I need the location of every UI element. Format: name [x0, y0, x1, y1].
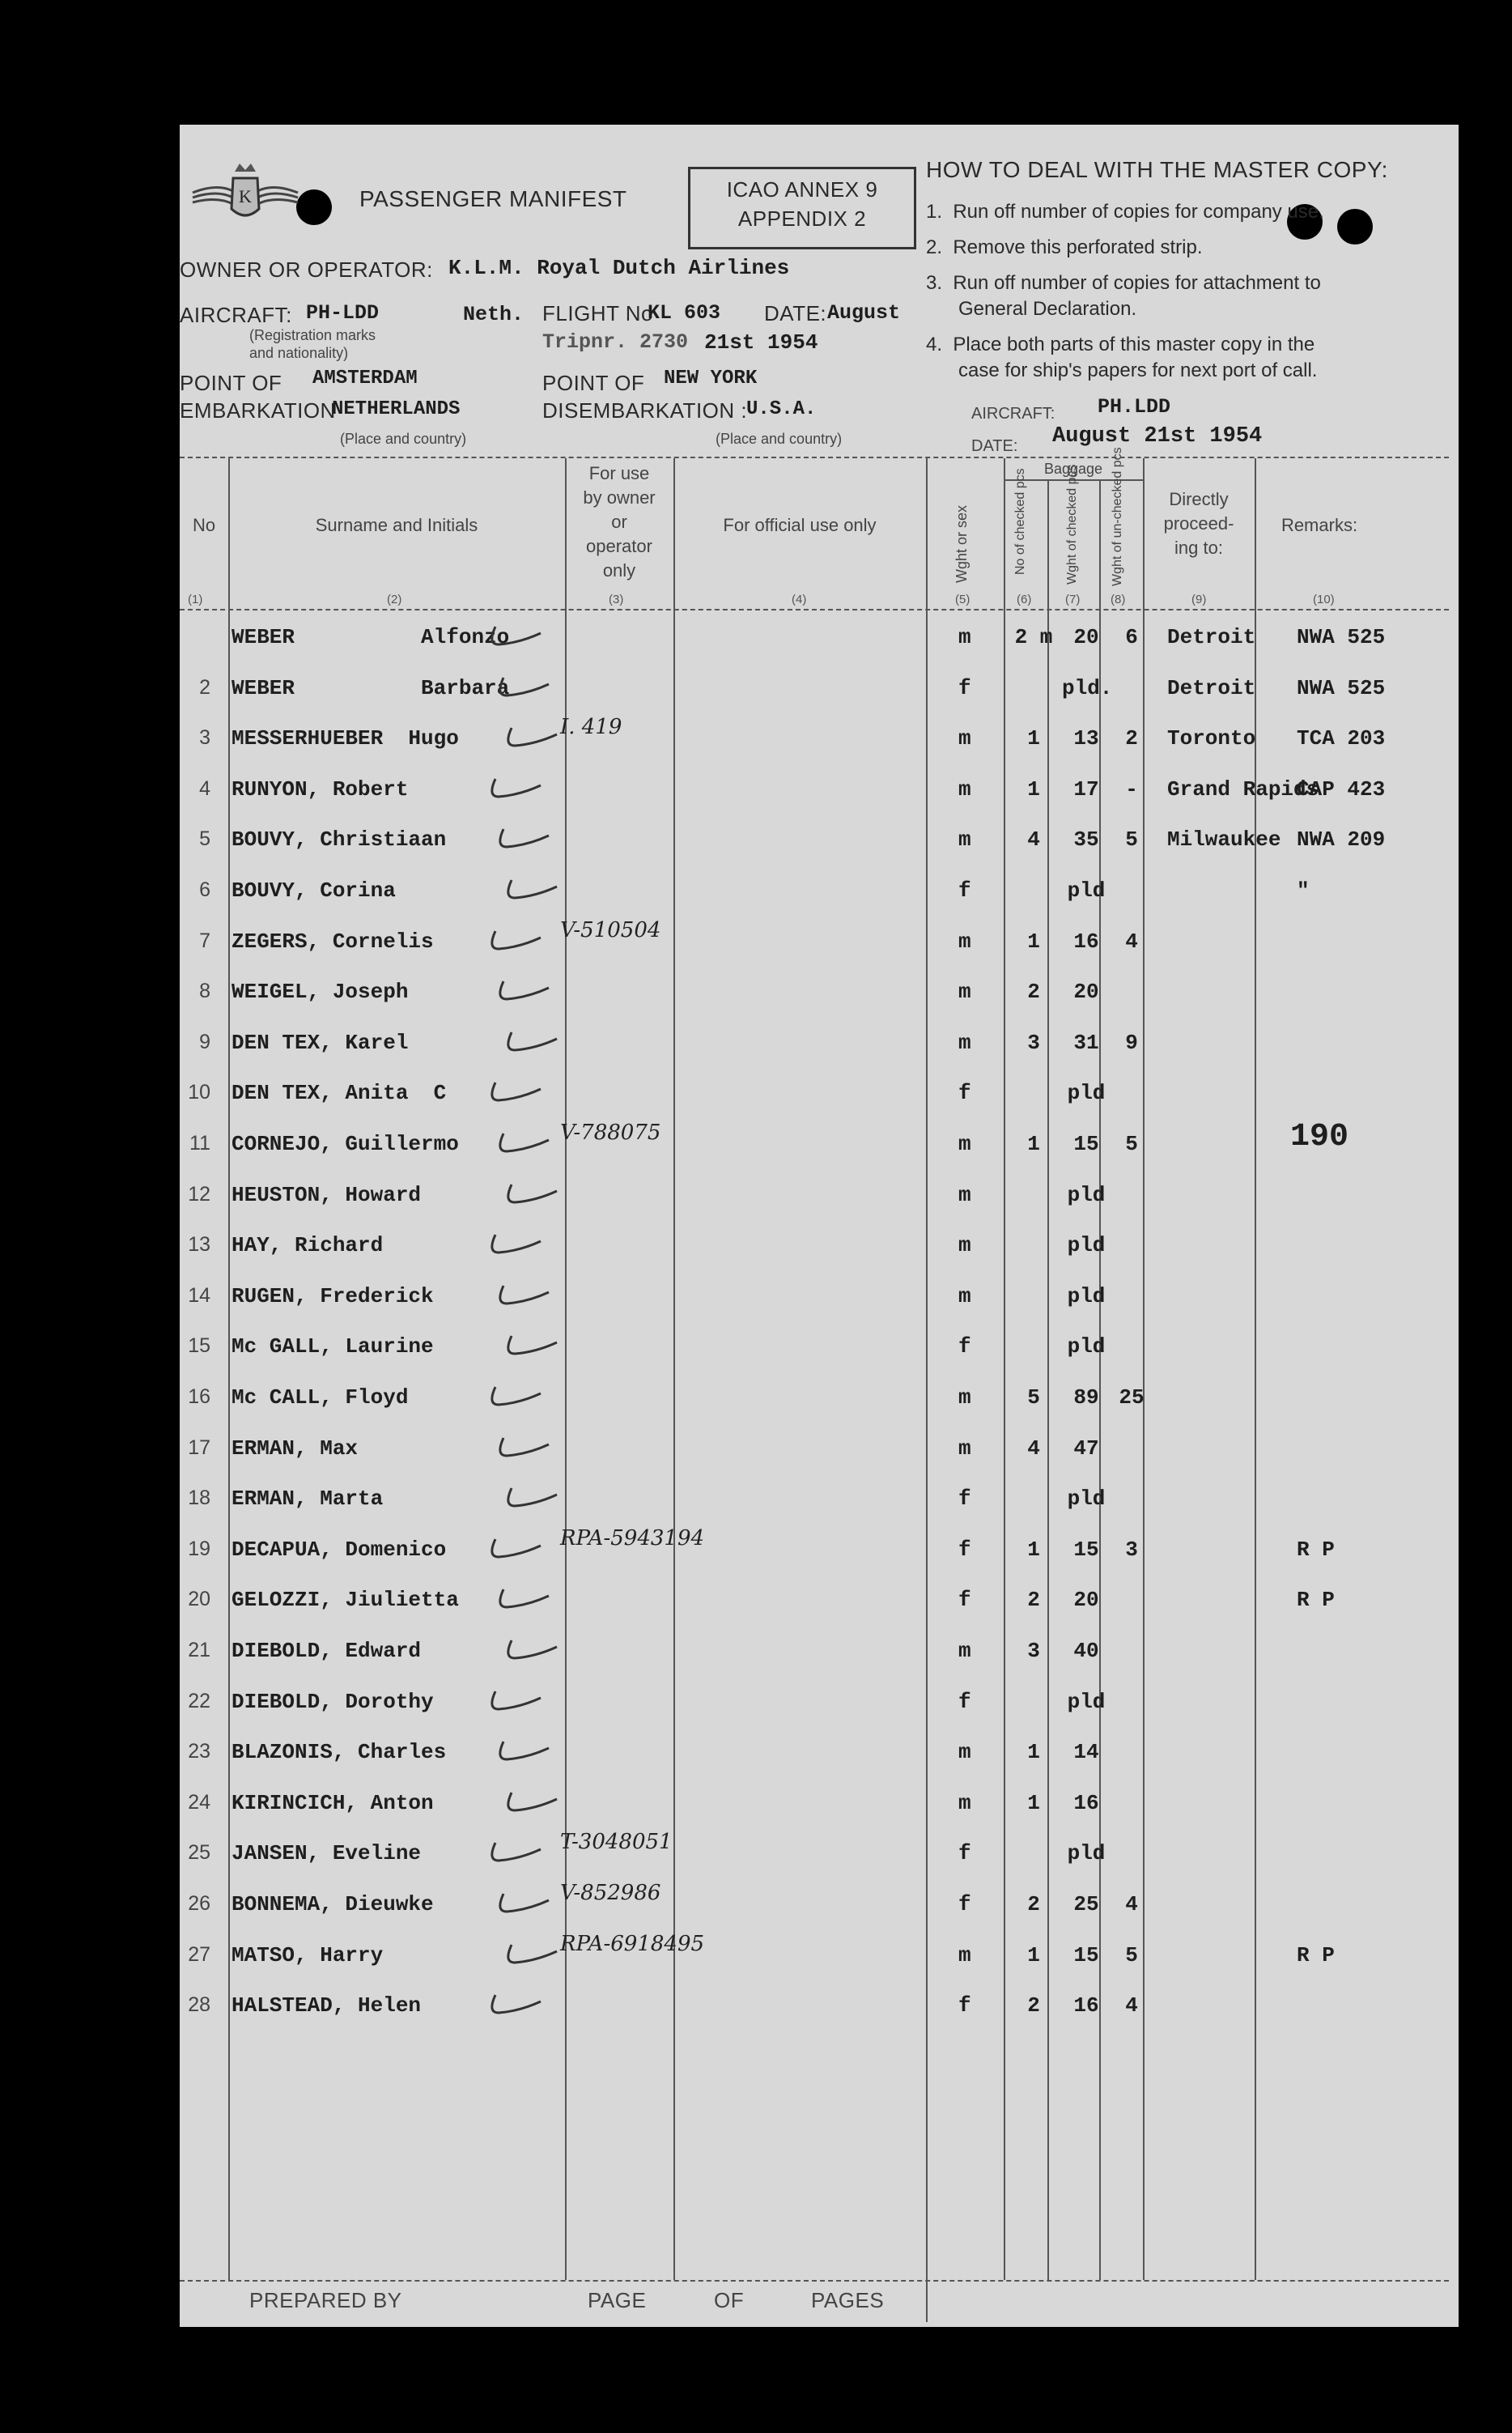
destination: Grand Rapids [1167, 776, 1319, 802]
checked-weight: pld [1067, 1487, 1106, 1512]
check-mark-icon [503, 1940, 560, 1967]
table-row [180, 766, 1459, 816]
table-row [180, 1425, 1459, 1475]
passenger-name: HALSTEAD, Helen [231, 1993, 422, 2018]
destination: Milwaukee [1167, 827, 1281, 853]
row-number: 22 [188, 1689, 210, 1712]
check-mark-icon [495, 824, 552, 852]
unchecked-weight: 4 [1125, 929, 1138, 954]
col-number: (4) [792, 593, 807, 606]
col-header-surname: Surname and Initials [315, 515, 478, 535]
checked-weight: 47 [1073, 1436, 1099, 1461]
col-header-baggage: Baggage [1043, 461, 1103, 477]
instr-aircraft-label: AIRCRAFT: [971, 405, 1055, 423]
check-mark-icon [503, 723, 560, 751]
disembark-label: DISEMBARKATION : [542, 398, 748, 423]
svg-text:K: K [239, 186, 252, 206]
registration-note: (Registration marks [249, 327, 376, 343]
checked-pieces: 1 [1027, 1132, 1040, 1156]
checked-pieces: 3 [1027, 1030, 1040, 1055]
checked-weight: 20 [1073, 980, 1099, 1005]
table-row [180, 1273, 1459, 1323]
aircraft-label: AIRCRAFT: [180, 303, 292, 327]
flight-value: KL 603 [648, 301, 721, 325]
col-number: (5) [955, 593, 970, 606]
checked-weight: 40 [1073, 1639, 1099, 1663]
passenger-name: DIEBOLD, Edward [231, 1639, 422, 1663]
date-value: August [827, 301, 901, 325]
col-header-sex: Wght or sex [953, 504, 970, 583]
col-header-no: No [192, 515, 216, 535]
checked-weight: pld [1067, 1081, 1106, 1106]
check-mark-icon [487, 1838, 544, 1865]
check-mark-icon [487, 1534, 544, 1562]
checked-pieces: 1 [1027, 929, 1040, 954]
checked-pieces: 1 [1027, 1537, 1040, 1562]
remarks: CAP 423 [1297, 776, 1386, 802]
row-number: 20 [188, 1588, 210, 1611]
row-number: 6 [199, 878, 210, 901]
destination: Detroit [1167, 675, 1256, 700]
of-label: OF [714, 2288, 745, 2312]
passenger-name: HEUSTON, Howard [231, 1182, 422, 1207]
nationality-value: Neth. [463, 303, 525, 326]
table-row [180, 1475, 1459, 1525]
unchecked-weight: - [1125, 776, 1138, 802]
unchecked-weight: 2 [1125, 726, 1138, 751]
manifest-sheet [180, 125, 1459, 2327]
table-row [180, 1932, 1459, 1982]
embark-city: AMSTERDAM [312, 368, 418, 389]
check-mark-icon [503, 1788, 560, 1815]
header-rule [180, 457, 1449, 458]
col-header-directly-line: ing to: [1174, 538, 1223, 558]
passenger-sex: m [958, 1182, 971, 1207]
table-row [180, 1881, 1459, 1931]
col-header-owner-line: operator [586, 536, 652, 556]
col-header-owner-line: For use [588, 463, 650, 483]
passenger-sex: f [958, 1334, 971, 1359]
icao-box [688, 167, 916, 249]
passenger-name: ERMAN, Max [231, 1436, 359, 1461]
checked-weight: pld [1067, 1841, 1106, 1866]
checked-pieces: 4 [1027, 827, 1040, 853]
col-header-directly-line: Directly [1169, 489, 1229, 509]
disembark-label: POINT OF [542, 371, 645, 395]
check-mark-icon [503, 1635, 560, 1663]
check-mark-icon [495, 1433, 552, 1461]
check-mark-icon [487, 1382, 544, 1410]
check-mark-icon [503, 1483, 560, 1511]
passenger-sex: m [958, 1790, 971, 1815]
checked-weight: 20 [1073, 625, 1099, 649]
row-number: 17 [188, 1436, 210, 1459]
row-number: 13 [188, 1233, 210, 1257]
checked-weight: 14 [1073, 1740, 1099, 1765]
row-number: 15 [188, 1334, 210, 1358]
checked-pieces: 3 [1027, 1639, 1040, 1663]
check-mark-icon [487, 926, 544, 954]
row-number: 27 [188, 1942, 210, 1966]
aircraft-value: PH-LDD [306, 301, 380, 325]
table-row [180, 715, 1459, 765]
passenger-sex: m [958, 1639, 971, 1663]
col-number: (8) [1111, 593, 1126, 606]
passenger-name: ERMAN, Marta [231, 1487, 384, 1512]
passenger-name: CORNEJO, Guillermo [231, 1132, 459, 1156]
checked-pieces: 1 [1027, 1790, 1040, 1815]
passenger-name: ZEGERS, Cornelis [231, 929, 434, 954]
passenger-name: BOUVY, Corina [231, 878, 396, 903]
checked-weight: pld [1067, 878, 1106, 903]
check-mark-icon [487, 622, 544, 649]
check-mark-icon [487, 774, 544, 802]
checked-weight: 25 [1073, 1892, 1099, 1916]
check-mark-icon [495, 1129, 552, 1156]
check-mark-icon [487, 1687, 544, 1714]
row-number: 9 [199, 1030, 210, 1053]
check-mark-icon [487, 1990, 544, 2018]
passenger-sex: f [958, 1993, 971, 2018]
check-mark-icon [503, 1027, 560, 1055]
remarks: R P [1297, 1588, 1335, 1613]
row-number: 7 [199, 929, 210, 952]
passenger-name: WEBER Barbara [231, 675, 510, 700]
table-row [180, 867, 1459, 917]
passenger-sex: f [958, 1588, 971, 1613]
table-row [180, 1323, 1459, 1373]
klm-crown-logo-icon [185, 160, 306, 225]
row-number: 10 [188, 1081, 210, 1104]
table-row [180, 1982, 1459, 2032]
checked-pieces: 2 [1027, 1993, 1040, 2018]
handwritten-note: V-852986 [560, 1881, 661, 1905]
table-row [180, 1070, 1459, 1120]
checked-pieces: 1 [1027, 1740, 1040, 1765]
passenger-name: BLAZONIS, Charles [231, 1740, 447, 1765]
passenger-sex: f [958, 1081, 971, 1106]
passenger-sex: m [958, 625, 971, 649]
disembark-country: U.S.A. [746, 398, 817, 420]
unchecked-weight: 9 [1125, 1030, 1138, 1055]
row-number: 16 [188, 1385, 210, 1408]
place-note: (Place and country) [716, 431, 843, 447]
table-row [180, 1780, 1459, 1830]
instr-date-value: August 21st 1954 [1052, 424, 1263, 449]
instruction-item: General Declaration. [926, 298, 1137, 320]
passenger-sex: m [958, 1436, 971, 1461]
passenger-sex: m [958, 1385, 971, 1410]
unchecked-weight: 6 [1125, 625, 1138, 649]
date-value-2: 21st 1954 [704, 330, 818, 355]
instruction-item: 3. Run off number of copies for attachment to [926, 272, 1321, 294]
instr-date-label: DATE: [971, 437, 1018, 455]
col-header-owner-line: by owner [583, 487, 656, 508]
destination: Detroit [1167, 625, 1256, 649]
check-mark-icon [503, 1180, 560, 1207]
owner-value: K.L.M. Royal Dutch Airlines [448, 256, 790, 280]
passenger-name: Mc GALL, Laurine [231, 1334, 434, 1359]
col-divider [926, 2282, 928, 2322]
checked-pieces: 2 [1027, 1588, 1040, 1613]
row-number: 19 [188, 1537, 210, 1560]
checked-weight: pld. [1062, 675, 1113, 700]
row-number: 2 [199, 675, 210, 699]
handwritten-note: V-510504 [560, 917, 661, 942]
passenger-sex: m [958, 776, 971, 802]
table-row [180, 1830, 1459, 1880]
handwritten-note: I. 419 [560, 715, 622, 740]
embark-label: EMBARKATION [180, 398, 336, 423]
table-row [180, 1374, 1459, 1424]
passenger-name: KIRINCICH, Anton [231, 1790, 434, 1815]
check-mark-icon [495, 673, 552, 700]
passenger-name: JANSEN, Eveline [231, 1841, 422, 1866]
checked-weight: 35 [1073, 827, 1099, 853]
row-number: 8 [199, 980, 210, 1003]
passenger-sex: m [958, 726, 971, 751]
unchecked-weight: 4 [1125, 1993, 1138, 2018]
passenger-name: BONNEMA, Dieuwke [231, 1892, 434, 1916]
table-row [180, 1222, 1459, 1272]
prepared-by-label: PREPARED BY [249, 2288, 402, 2312]
remarks: R P [1297, 1942, 1335, 1967]
passenger-name: RUNYON, Robert [231, 776, 409, 802]
passenger-sex: f [958, 675, 971, 700]
table-row [180, 1729, 1459, 1779]
row-number: 28 [188, 1993, 210, 2017]
passenger-name: Mc CALL, Floyd [231, 1385, 409, 1410]
row-number: 21 [188, 1639, 210, 1661]
table-row [180, 665, 1459, 715]
instruction-item: 2. Remove this perforated strip. [926, 236, 1203, 258]
trip-number: Tripnr. 2730 [542, 330, 689, 354]
handwritten-note: T-3048051 [560, 1830, 673, 1855]
checked-weight: 31 [1073, 1030, 1099, 1055]
checked-pieces: 2 [1027, 980, 1040, 1005]
checked-weight: pld [1067, 1182, 1106, 1207]
passenger-name: RUGEN, Frederick [231, 1283, 434, 1308]
handwritten-note: RPA-5943194 [560, 1525, 705, 1550]
table-row [180, 1019, 1459, 1070]
date-label: DATE: [764, 301, 827, 325]
col-header-owner [565, 462, 673, 583]
icao-annex: ICAO ANNEX 9 [726, 177, 878, 202]
checked-pieces: 5 [1027, 1385, 1040, 1410]
passenger-sex: m [958, 1132, 971, 1156]
page-label: PAGE [588, 2288, 647, 2312]
manifest-title: PASSENGER MANIFEST [359, 186, 627, 211]
checked-weight: 15 [1073, 1942, 1099, 1967]
check-mark-icon [487, 1078, 544, 1105]
passenger-name: MATSO, Harry [231, 1942, 384, 1967]
passenger-name: MESSERHUEBER Hugo [231, 726, 459, 751]
passenger-name: WEBER Alfonzo [231, 625, 510, 649]
remarks: NWA 525 [1297, 675, 1386, 700]
col-number: (2) [387, 593, 402, 606]
row-number: 3 [199, 726, 210, 750]
table-row [180, 968, 1459, 1019]
check-mark-icon [495, 1737, 552, 1764]
unchecked-weight: 5 [1125, 827, 1138, 853]
remarks: " [1297, 878, 1310, 903]
passenger-sex: m [958, 980, 971, 1005]
remarks: NWA 525 [1297, 625, 1386, 649]
checked-pieces: 1 [1027, 776, 1040, 802]
passenger-sex: f [958, 1537, 971, 1562]
checked-weight: 13 [1073, 726, 1099, 751]
instructions-list [926, 199, 1324, 384]
col-header-checked-wt: Wght of checked pcs [1065, 464, 1079, 585]
pages-label: PAGES [811, 2288, 885, 2312]
col-number: (9) [1191, 593, 1207, 606]
checked-weight: 20 [1073, 1588, 1099, 1613]
unchecked-weight: 5 [1125, 1132, 1138, 1156]
checked-weight: 16 [1073, 929, 1099, 954]
passenger-name: DECAPUA, Domenico [231, 1537, 447, 1562]
passenger-name: GELOZZI, Jiulietta [231, 1588, 459, 1613]
check-mark-icon [495, 1889, 552, 1916]
row-number: 4 [199, 776, 210, 800]
passenger-name: DEN TEX, Karel [231, 1030, 409, 1055]
col-header-directly-line: proceed- [1163, 513, 1234, 534]
passenger-sex: m [958, 1030, 971, 1055]
checked-weight: pld [1067, 1233, 1106, 1258]
registration-note: and nationality) [249, 345, 349, 361]
table-row [180, 816, 1459, 866]
owner-label: OWNER OR OPERATOR: [180, 257, 433, 282]
checked-weight: 15 [1073, 1537, 1099, 1562]
checked-weight: 89 [1073, 1385, 1099, 1410]
embark-label: POINT OF [180, 371, 282, 395]
passenger-sex: f [958, 1689, 971, 1714]
table-row [180, 1172, 1459, 1222]
table-row [180, 1121, 1459, 1171]
table-row [180, 614, 1459, 664]
row-number: 26 [188, 1892, 210, 1915]
disembark-city: NEW YORK [664, 368, 758, 389]
passenger-sex: f [958, 1892, 971, 1916]
passenger-sex: m [958, 1233, 971, 1258]
row-number: 23 [188, 1740, 210, 1763]
checked-weight: 15 [1073, 1132, 1099, 1156]
passenger-name: WEIGEL, Joseph [231, 980, 409, 1005]
passenger-sex: m [958, 929, 971, 954]
check-mark-icon [503, 875, 560, 903]
checked-weight: 16 [1073, 1993, 1099, 2018]
remarks: R P [1297, 1537, 1335, 1562]
table-row [180, 1678, 1459, 1729]
passenger-name: DEN TEX, Anita C [231, 1081, 447, 1106]
checked-weight: pld [1067, 1283, 1106, 1308]
instructions-title: HOW TO DEAL WITH THE MASTER COPY: [926, 157, 1388, 182]
checked-pieces: 2 m [1014, 625, 1053, 649]
col-number: (10) [1313, 593, 1335, 606]
passenger-sex: f [958, 1841, 971, 1866]
passenger-sex: f [958, 878, 971, 903]
col-number: (7) [1065, 593, 1081, 606]
instruction-item: 4. Place both parts of this master copy in the [926, 334, 1315, 355]
icao-appendix: APPENDIX 2 [737, 206, 867, 231]
row-number: 18 [188, 1487, 210, 1510]
place-note: (Place and country) [340, 431, 467, 447]
passenger-name: DIEBOLD, Dorothy [231, 1689, 434, 1714]
col-number: (1) [188, 593, 203, 606]
col-header-checked-no: No of checked pcs [1013, 468, 1027, 575]
row-number: 12 [188, 1182, 210, 1206]
row-number: 25 [188, 1841, 210, 1865]
row-number: 11 [189, 1132, 210, 1155]
check-mark-icon [503, 1331, 560, 1359]
passenger-sex: m [958, 1283, 971, 1308]
passenger-sex: m [958, 1740, 971, 1765]
passenger-name: HAY, Richard [231, 1233, 384, 1258]
table-row [180, 1627, 1459, 1678]
checked-weight: pld [1067, 1334, 1106, 1359]
checked-weight: 16 [1073, 1790, 1099, 1815]
instruction-item: 1. Run off number of copies for company use. [926, 201, 1324, 223]
unchecked-weight: 3 [1125, 1537, 1138, 1562]
check-mark-icon [495, 976, 552, 1004]
checked-weight: pld [1067, 1689, 1106, 1714]
destination: Toronto [1167, 726, 1256, 751]
unchecked-weight: 5 [1125, 1942, 1138, 1967]
col-header-directly [1143, 487, 1255, 560]
check-mark-icon [495, 1584, 552, 1612]
table-row [180, 918, 1459, 968]
checked-pieces: 4 [1027, 1436, 1040, 1461]
handwritten-note: V-788075 [560, 1121, 661, 1145]
passenger-sex: f [958, 1487, 971, 1512]
col-header-remarks: Remarks: [1281, 515, 1358, 535]
check-mark-icon [487, 1230, 544, 1257]
table-row [180, 1526, 1459, 1576]
flight-label: FLIGHT No [542, 301, 653, 325]
col-header-owner-line: or [611, 512, 627, 532]
passenger-name: BOUVY, Christiaan [231, 827, 447, 853]
passenger-sex: m [958, 1942, 971, 1967]
passenger-sex: m [958, 827, 971, 853]
handwritten-note: RPA-6918495 [560, 1931, 705, 1956]
embark-country: NETHERLANDS [332, 398, 461, 420]
col-header-unchecked: Wght of un-checked pcs [1111, 447, 1124, 586]
col-header-owner-line: only [602, 560, 636, 581]
checked-pieces: 1 [1027, 1942, 1040, 1967]
col-number: (6) [1017, 593, 1032, 606]
col-header-official: For official use only [723, 515, 877, 535]
remarks: TCA 203 [1297, 726, 1386, 751]
row-number: 14 [188, 1283, 210, 1307]
instr-aircraft-value: PH.LDD [1098, 395, 1171, 419]
checked-pieces: 2 [1027, 1892, 1040, 1916]
punch-hole-icon [1337, 209, 1373, 245]
footer-rule [180, 2280, 1449, 2282]
row-number: 5 [199, 827, 210, 851]
header-rule [180, 609, 1449, 610]
check-mark-icon [495, 1281, 552, 1308]
unchecked-weight: 4 [1125, 1892, 1138, 1916]
remarks: NWA 209 [1297, 827, 1386, 853]
col-number: (3) [609, 593, 624, 606]
row-number: 24 [188, 1790, 210, 1814]
instruction-item: case for ship's papers for next port of call. [926, 359, 1318, 381]
checked-weight: 17 [1073, 776, 1099, 802]
table-row [180, 1576, 1459, 1627]
checked-pieces: 1 [1027, 726, 1040, 751]
unchecked-weight: 25 [1119, 1385, 1145, 1410]
remarks: 190 [1290, 1119, 1349, 1155]
